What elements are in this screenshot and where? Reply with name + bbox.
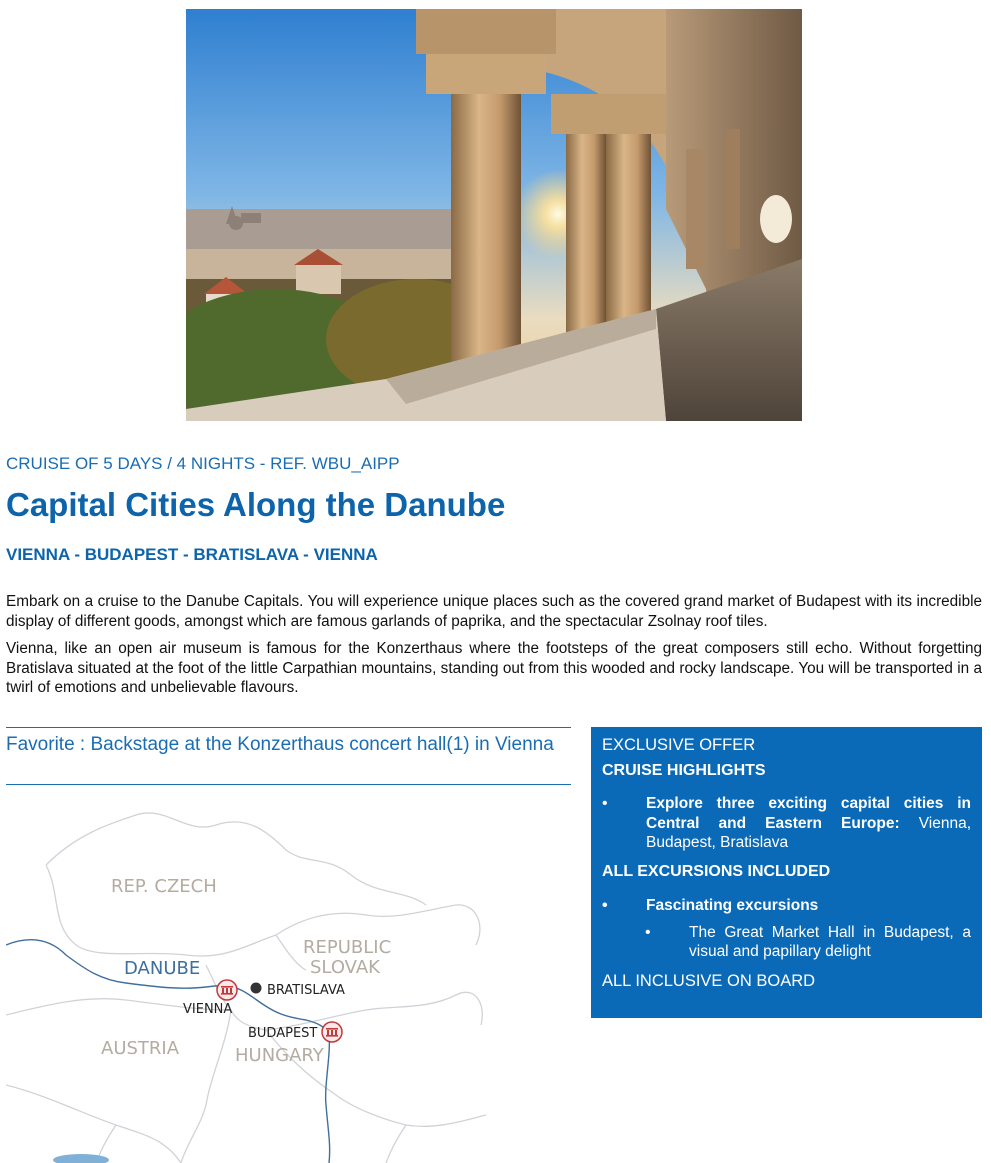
excursion-item [602,897,971,915]
vienna-pin-icon [217,980,237,1000]
label-danube: DANUBE [124,958,201,979]
bullet-icon: • [645,923,651,941]
route-line: VIENNA - BUDAPEST - BRATISLAVA - VIENNA [6,545,378,564]
excursion-sub-item [602,923,971,962]
highlights-title: CRUISE HIGHLIGHTS [602,762,766,779]
label-budapest: BUDAPEST [248,1026,318,1041]
label-bratislava: BRATISLAVA [267,983,345,998]
label-vienna: VIENNA [183,1002,233,1017]
cruise-reference: CRUISE OF 5 DAYS / 4 NIGHTS - REF. WBU_AIPP [6,454,400,473]
route-map [6,795,571,1163]
all-inclusive-label: ALL INCLUSIVE ON BOARD [602,971,816,990]
page-title: Capital Cities Along the Danube [6,486,506,523]
excursions-list [602,897,971,962]
hero-image [186,9,802,421]
label-slovak-2: SLOVAK [310,957,380,978]
country-borders [6,813,486,1163]
label-czech: REP. CZECH [111,876,217,897]
highlight-cities: Vienna, Budapest, Bratislava [646,814,971,851]
favorite-heading: Favorite : Backstage at the Konzerthaus concert hall(1) in Vienna [6,727,571,785]
excursions-title: ALL EXCURSIONS INCLUDED [602,862,831,880]
excursion-sub-label: The Great Market Hall in Budapest, a visual and papillary delight [689,923,971,960]
budapest-pin-icon [322,1022,342,1042]
lake-balaton [53,1154,109,1163]
intro-paragraph-1: Embark on a cruise to the Danube Capitals. You will experience unique places such as the covered grand market of Budapest with its incredible display of different goods, amongst which are famous garlands of paprika, and the spectacular Zsolnay roof tiles. [6,593,982,630]
label-austria: AUSTRIA [101,1038,180,1059]
bratislava-dot [251,983,262,994]
intro-text [6,592,982,706]
highlights-list [602,794,971,853]
exclusive-offer-label: EXCLUSIVE OFFER [602,736,756,754]
intro-paragraph-2: Vienna, like an open air museum is famous for the Konzerthaus where the footsteps of the great composers still echo. Without forgetting Bratislava situated at the foot of the little Carpathian mountains, standing out from this wooded and rocky landscape. You will be transported in a twirl of emotions and unbelievable flavours. [6,640,982,696]
bullet-icon: • [602,795,608,812]
offer-box [591,727,982,1018]
highlight-bold: Explore three exciting capital cities in Central and Eastern Europe: [646,795,971,832]
highlight-item [602,794,971,853]
label-slovak-1: REPUBLIC [303,937,392,958]
excursion-label: Fascinating excursions [646,896,819,914]
label-hungary: HUNGARY [235,1045,324,1066]
bullet-icon: • [602,896,608,914]
